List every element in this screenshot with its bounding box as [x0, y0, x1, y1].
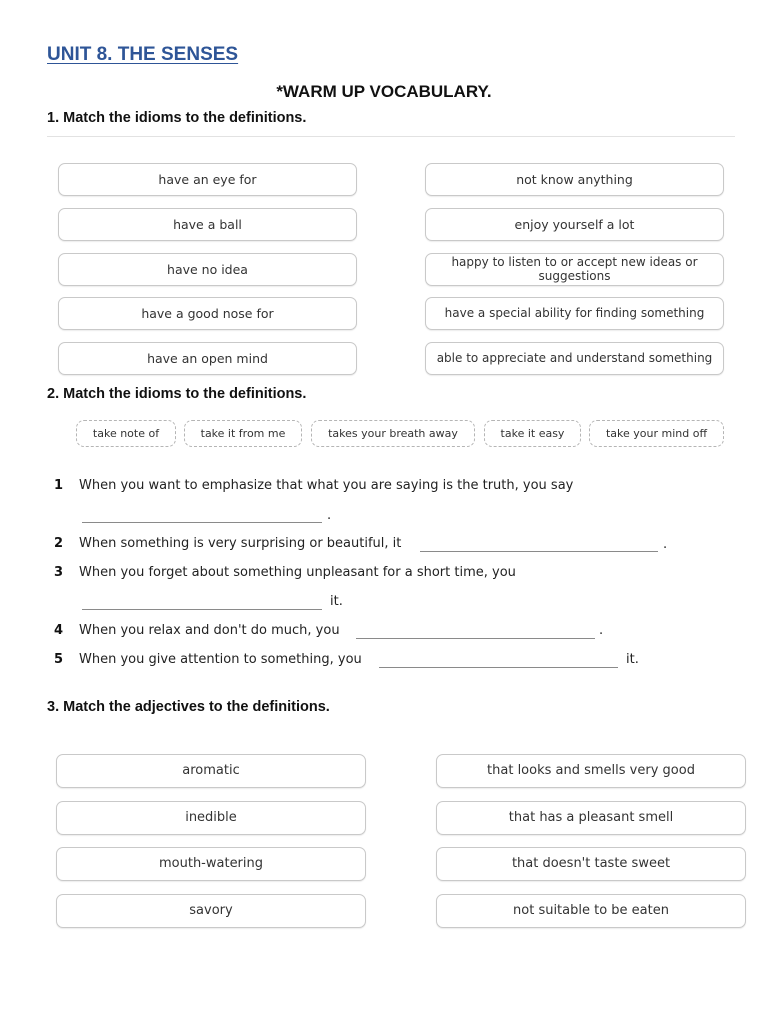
idiom-card[interactable]: have a good nose for — [58, 297, 357, 330]
answer-blank[interactable] — [356, 638, 595, 639]
divider — [47, 136, 735, 137]
definition-card[interactable]: have a special ability for finding something — [425, 297, 724, 330]
adjective-card[interactable]: savory — [56, 894, 366, 928]
answer-blank[interactable] — [82, 609, 322, 610]
definition-card[interactable]: that has a pleasant smell — [436, 801, 746, 835]
definition-card[interactable]: that looks and smells very good — [436, 754, 746, 788]
question-end: . — [663, 537, 668, 552]
question-text: When you want to emphasize that what you are saying is the truth, you say — [79, 478, 574, 493]
word-bank-chip[interactable]: takes your breath away — [311, 420, 475, 447]
answer-blank[interactable] — [420, 551, 658, 552]
definition-card[interactable]: able to appreciate and understand something — [425, 342, 724, 375]
answer-blank[interactable] — [82, 522, 322, 523]
adjective-card[interactable]: inedible — [56, 801, 366, 835]
idiom-card[interactable]: have no idea — [58, 253, 357, 286]
adjective-card[interactable]: mouth-watering — [56, 847, 366, 881]
question-end: it. — [626, 652, 639, 667]
adjective-card[interactable]: aromatic — [56, 754, 366, 788]
answer-blank[interactable] — [379, 667, 618, 668]
definition-card[interactable]: that doesn't taste sweet — [436, 847, 746, 881]
word-bank-chip[interactable]: take it easy — [484, 420, 581, 447]
idiom-card[interactable]: have an open mind — [58, 342, 357, 375]
question-number: 3 — [54, 565, 64, 580]
question-end: . — [599, 623, 604, 638]
idiom-card[interactable]: have an eye for — [58, 163, 357, 196]
definition-card[interactable]: not suitable to be eaten — [436, 894, 746, 928]
warm-up-title: *WARM UP VOCABULARY. — [276, 82, 492, 101]
section-2-heading: 2. Match the idioms to the definitions. — [47, 386, 307, 402]
word-bank-chip[interactable]: take it from me — [184, 420, 302, 447]
question-number: 1 — [54, 478, 64, 493]
question-text: When you forget about something unpleasant for a short time, you — [79, 565, 516, 580]
definition-card[interactable]: happy to listen to or accept new ideas or suggestions — [425, 253, 724, 286]
question-number: 5 — [54, 652, 64, 667]
section-1-heading: 1. Match the idioms to the definitions. — [47, 110, 307, 126]
word-bank-chip[interactable]: take your mind off — [589, 420, 724, 447]
question-text: When something is very surprising or beautiful, it — [79, 536, 402, 551]
question-end: . — [327, 508, 332, 523]
question-text: When you give attention to something, you — [79, 652, 362, 667]
question-end: it. — [330, 594, 343, 609]
question-number: 4 — [54, 623, 64, 638]
word-bank-chip[interactable]: take note of — [76, 420, 176, 447]
definition-card[interactable]: not know anything — [425, 163, 724, 196]
question-number: 2 — [54, 536, 64, 551]
idiom-card[interactable]: have a ball — [58, 208, 357, 241]
question-text: When you relax and don't do much, you — [79, 623, 340, 638]
unit-title: UNIT 8. THE SENSES — [47, 44, 239, 65]
section-3-heading: 3. Match the adjectives to the definitions. — [47, 699, 330, 715]
definition-card[interactable]: enjoy yourself a lot — [425, 208, 724, 241]
